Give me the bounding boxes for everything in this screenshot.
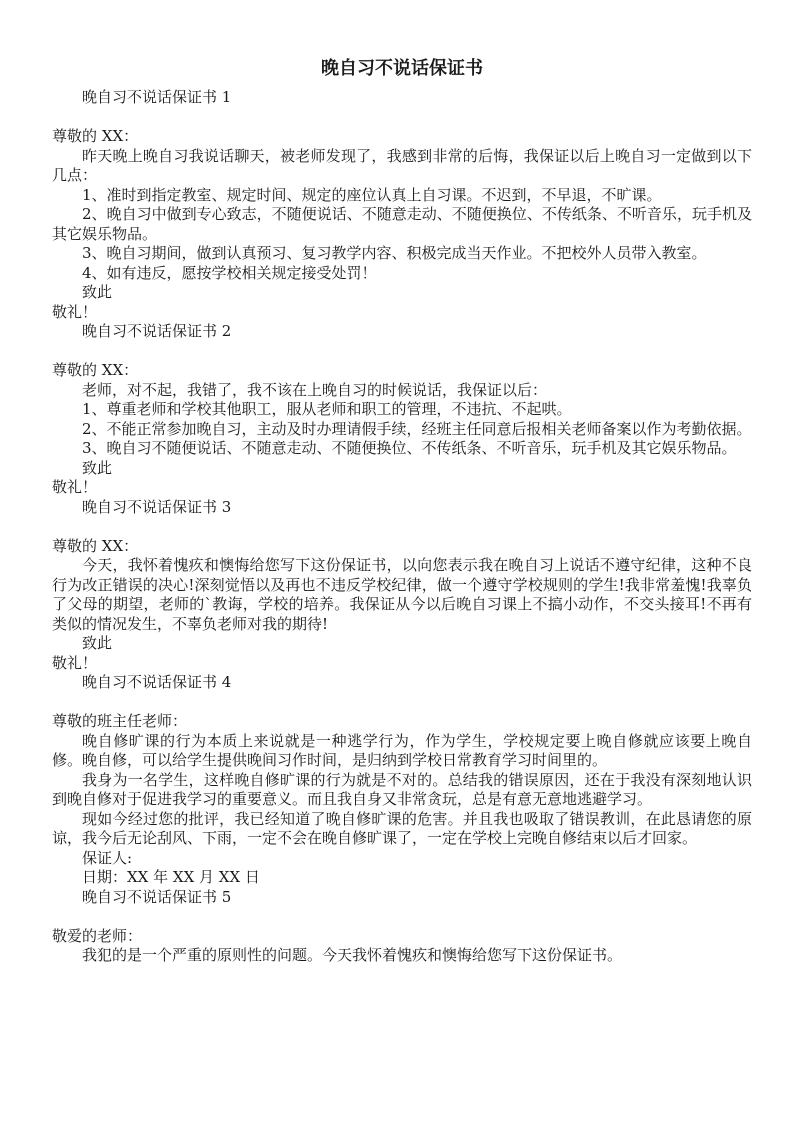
- document-title: 晚自习不说话保证书: [321, 58, 483, 79]
- paragraph: 4、如有违反，愿按学校相关规定接受处罚！: [82, 263, 377, 282]
- section-5: [52, 888, 752, 966]
- paragraph: 今天，我怀着愧疚和懊悔给您写下这份保证书，以向您表示我在晚自习上说话不遵守纪律，这种不良行为改正错误的决心!深刻觉悟以及再也不违反学校纪律，做一个遵守学校规则的学生!我非常羞愧!我辜负了父母的期望，老师的`教诲，学校的培养。我保证从今以后晚自习课上不搞小动作，不交头接耳!不再有类似的情况发生，不辜负老师对我的期待!: [52, 556, 752, 633]
- paragraph: 昨天晚上晚自习我说话聊天，被老师发现了，我感到非常的后悔，我保证以后上晚自习一定做到以下几点：: [52, 146, 752, 184]
- paragraph: 我犯的是一个严重的原则性的问题。今天我怀着愧疚和懊悔给您写下这份保证书。: [82, 946, 623, 964]
- closing-salute: 敬礼！: [52, 653, 98, 672]
- salutation: 尊敬的 XX：: [52, 361, 139, 379]
- signer-line: 保证人:: [82, 848, 133, 867]
- section-heading: 晚自习不说话保证书 5: [82, 887, 232, 906]
- paragraph: 老师，对不起，我错了，我不该在上晚自习的时候说话，我保证以后：: [82, 380, 548, 399]
- section-1: [52, 88, 752, 322]
- salutation: 尊敬的 XX：: [52, 536, 139, 555]
- section-heading: 晚自习不说话保证书 1: [82, 88, 232, 106]
- section-4: [52, 673, 752, 888]
- paragraph: 1、准时到指定教室、规定时间、规定的座位认真上自习课。不迟到，不早退，不旷课。: [82, 185, 662, 204]
- salutation: 尊敬的班主任老师：: [52, 712, 188, 730]
- paragraph: 晚自修旷课的行为本质上来说就是一种逃学行为，作为学生，学校规定要上晚自修就应该要上晚自修。晚自修，可以给学生提供晚间习作时间，是归纳到学校日常教育学习时间里的。: [52, 731, 752, 769]
- closing-line: 致此: [82, 458, 113, 477]
- paragraph: 2、不能正常参加晚自习，主动及时办理请假手续，经班主任同意后报相关老师备案以作为考勤依据。: [82, 419, 752, 438]
- document-page: [52, 56, 752, 966]
- closing-salute: 敬礼！: [52, 478, 98, 496]
- date-line: 日期：XX 年 XX 月 XX 日: [82, 868, 260, 886]
- section-heading: 晚自习不说话保证书 4: [82, 673, 232, 691]
- paragraph: 3、晚自习不随便说话、不随意走动、不随便换位、不传纸条、不听音乐，玩手机及其它娱乐物品。: [82, 439, 737, 457]
- paragraph: 3、晚自习期间，做到认真预习、复习教学内容、积极完成当天作业。不把校外人员带入教室。: [82, 244, 707, 262]
- section-2: [52, 322, 752, 498]
- section-3: [52, 498, 752, 674]
- section-heading: 晚自习不说话保证书 3: [82, 497, 232, 516]
- closing-salute: 敬礼！: [52, 302, 98, 321]
- salutation: 尊敬的 XX：: [52, 127, 139, 145]
- salutation: 敬爱的老师：: [52, 926, 143, 945]
- section-heading: 晚自习不说话保证书 2: [82, 322, 232, 340]
- paragraph: 我身为一名学生，这样晚自修旷课的行为就是不对的。总结我的错误原因，还在于我没有深刻地认识到晚自修对于促进我学习的重要意义。而且我自身又非常贪玩，总是有意无意地逃避学习。: [52, 770, 752, 808]
- paragraph: 1、尊重老师和学校其他职工，服从老师和职工的管理，不违抗、不起哄。: [82, 400, 572, 418]
- paragraph: 现如今经过您的批评，我已经知道了晚自修旷课的危害。并且我也吸取了错误教训，在此恳请您的原谅，我今后无论刮风、下雨，一定不会在晚自修旷课了，一定在学校上完晚自修结束以后才回家。: [52, 809, 752, 847]
- closing-line: 致此: [82, 283, 113, 301]
- closing-line: 致此: [82, 634, 113, 652]
- paragraph: 2、晚自习中做到专心致志，不随便说话、不随意走动、不随便换位、不传纸条、不听音乐，玩手机及其它娱乐物品。: [52, 205, 752, 243]
